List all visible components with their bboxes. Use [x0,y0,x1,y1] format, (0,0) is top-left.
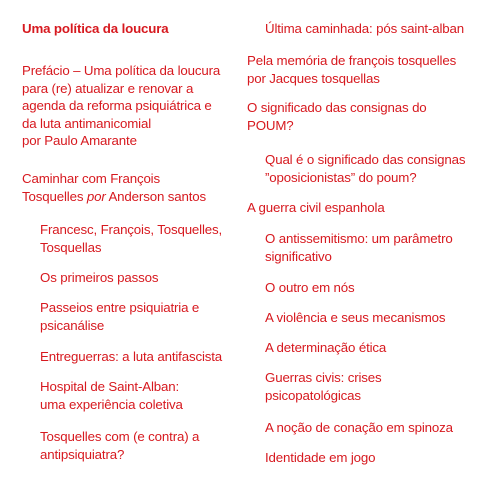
toc-entry-determinacao-etica[interactable]: A determinação ética [265,340,387,355]
toc-entry-antissemitismo[interactable]: O antissemitismo: um parâmetro significativo [265,231,453,264]
toc-entry-caminhar-text: Caminhar com François Tosquelles [22,171,160,204]
toc-entry-entreguerras[interactable]: Entreguerras: a luta antifascista [40,349,223,364]
toc-entry-guerras-civis[interactable]: Guerras civis: crises psicopatológicas [265,370,382,403]
toc-entry-ultima-caminhada[interactable]: Última caminhada: pós saint-alban [265,21,465,36]
toc-title: Uma política da loucura [22,21,169,36]
toc-entry-saint-alban[interactable]: Hospital de Saint-Alban: uma experiência coletiva [40,379,183,412]
toc-entry-conacao[interactable]: A noção de conação em spinoza [265,420,453,435]
toc-entry-guerra-civil[interactable]: A guerra civil espanhola [247,200,385,215]
toc-entry-significado-consignas[interactable]: O significado das consignas do POUM? [247,100,427,133]
toc-entry-qual-significado[interactable]: Qual é o significado das consignas ”oposicionistas” do poum? [265,152,466,185]
toc-entry-caminhar-por: por [86,188,106,204]
toc-entry-antipsiquiatra[interactable]: Tosquelles com (e contra) a antipsiquiatra? [40,429,200,462]
toc-entry-pela-memoria[interactable]: Pela memória de françois tosquelles por Jacques tosquellas [247,53,457,86]
toc-entry-passeios[interactable]: Passeios entre psiquiatria e psicanálise [40,300,200,333]
toc-entry-outro-em-nos[interactable]: O outro em nós [265,280,355,295]
toc-entry-primeiros-passos[interactable]: Os primeiros passos [40,270,159,285]
toc-entry-preface[interactable]: Prefácio – Uma política da loucura para (re) atualizar e renovar a agenda da reforma psiquiátrica e da luta antimanicomial por Paulo Amarante [22,63,221,148]
toc-entry-francesc[interactable]: Francesc, François, Tosquelles, Tosquellas [40,222,223,255]
toc-entry-caminhar[interactable] [22,170,206,205]
toc-entry-identidade[interactable]: Identidade em jogo [265,450,376,465]
toc-entry-caminhar-author: Anderson santos [105,188,207,204]
toc-entry-violencia[interactable]: A violência e seus mecanismos [265,310,446,325]
